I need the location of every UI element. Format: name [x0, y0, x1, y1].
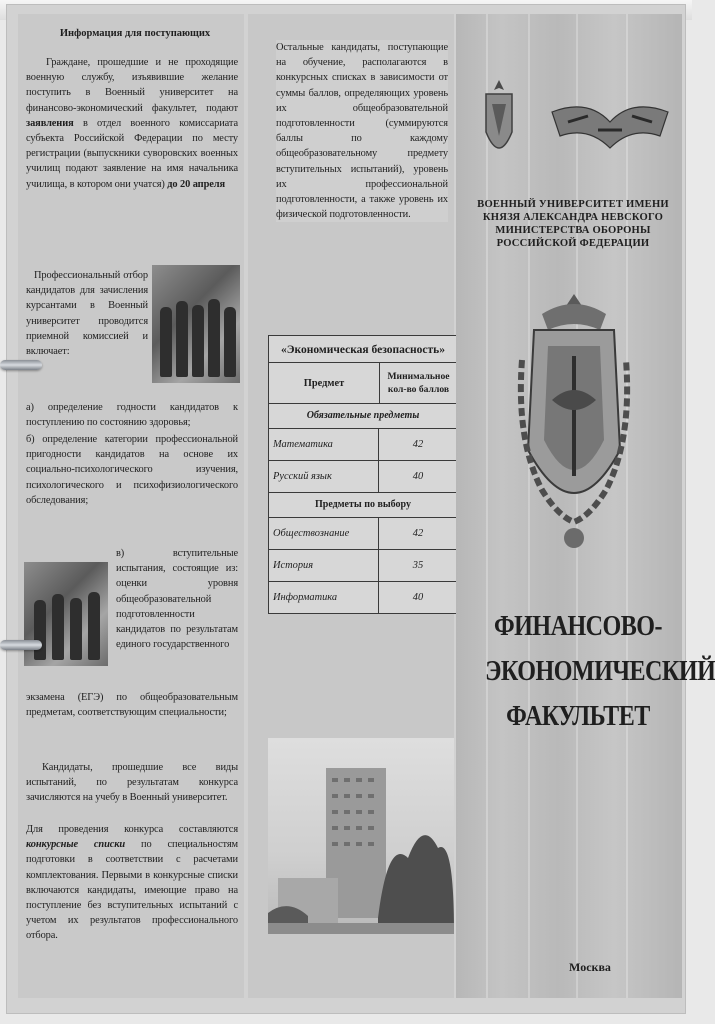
- table-row: [269, 582, 457, 613]
- score-cell: 42: [412, 439, 424, 450]
- subject-cell: Математика: [269, 429, 379, 460]
- specialty-title: «Экономическая безопасность»: [269, 336, 457, 363]
- score-cell: 35: [412, 560, 424, 571]
- university-name: ВОЕННЫЙ УНИВЕРСИТЕТ ИМЕНИ КНЯЗЯ АЛЕКСАНДРА НЕВСКОГО МИНИСТЕРСТВА ОБОРОНЫ РОССИЙСКОЙ ФЕДЕРАЦИИ: [477, 199, 669, 249]
- table-header-row: [269, 363, 457, 404]
- admission-info-heading: Информация для поступающих: [59, 28, 211, 39]
- left-item-a: а) определение годности кандидатов к поступлению по состоянию здоровья;: [26, 402, 238, 429]
- cadets-parade-photo: [152, 265, 240, 383]
- score-cell: 42: [412, 528, 424, 539]
- left-item-c: в) вступительные испытания, состоящие из: оценки уровня общеобразовательной подготовленности кандидатов по результатам единого государственного: [116, 548, 238, 651]
- table-row: [269, 518, 457, 550]
- left-paragraph-1: Граждане, прошедшие и не проходящие военную службу, изъявившие желание поступить в Военный университет на финансово-экономический факультет, подают заявления в отдел военного комиссариата субъекта Российской Федерации по месту регистрации (выпускники суворовских военных училищ подают заявление на имя начальника училища, в котором они учатся) до 20 апреля: [26, 57, 239, 190]
- faculty-title: ФИНАНСОВО- ЭКОНОМИЧЕСКИЙ ФАКУЛЬТЕТ: [485, 611, 715, 732]
- military-university-emblem-icon: [512, 290, 636, 562]
- optional-subjects-header: Предметы по выбору: [269, 493, 457, 518]
- left-item-b: б) определение категории профессиональной пригодности кандидатов на основе их социально-психологического изучения, психологического и психофизиологического обследования;: [26, 434, 238, 506]
- subject-cell: История: [269, 550, 379, 581]
- left-paragraph-4: Для проведения конкурса составляются конкурсные списки по специальностям подготовки в соответствии с расчетами комплектования. Первыми в конкурсные списки включаются кандидаты, имеющие право на поступление без вступительных испытаний с учетом их результатов профессионального отбора.: [26, 824, 238, 942]
- header-min-score: Минимальное кол-во баллов: [387, 371, 450, 395]
- subject-cell: Обществознание: [269, 518, 379, 549]
- cadets-march-photo: [24, 562, 108, 666]
- header-subject: Предмет: [269, 363, 380, 403]
- subject-cell: Информатика: [269, 582, 379, 613]
- left-item-c-continued: экзамена (ЕГЭ) по общеобразовательным предметам, соответствующим специальности;: [26, 692, 238, 719]
- city-name: Москва: [569, 960, 611, 974]
- min-scores-table: [268, 335, 458, 614]
- table-row: [269, 429, 457, 461]
- middle-paragraph: Остальные кандидаты, поступающие на обучение, располагаются в конкурсных списках в зависимости от суммы баллов, определяющих уровень их общеобразовательной подготовленности (суммируются баллы по каждому общеобразовательному предмету вступительных испытаний), уровень их профессиональной подготовленности, а также уровень их физической подготовленности.: [276, 40, 448, 222]
- left-paragraph-2: Профессиональный отбор кандидатов для зачисления курсантами в Военный университет проводится приемной комиссией и включает:: [26, 270, 148, 358]
- table-row: [269, 461, 457, 493]
- university-crest-icon: [482, 78, 516, 166]
- required-subjects-header: Обязательные предметы: [269, 404, 457, 429]
- table-row: [269, 550, 457, 582]
- binder-ring-top: [0, 360, 42, 370]
- ribbon-banner-icon: [548, 92, 672, 162]
- university-building-photo: [268, 738, 454, 934]
- binder-ring-bottom: [0, 640, 42, 650]
- subject-cell: Русский язык: [269, 461, 379, 492]
- score-cell: 40: [412, 471, 424, 482]
- left-paragraph-3: Кандидаты, прошедшие все виды испытаний, по результатам конкурса зачисляются на учебу в Военный университет.: [26, 762, 238, 804]
- score-cell: 40: [412, 592, 424, 603]
